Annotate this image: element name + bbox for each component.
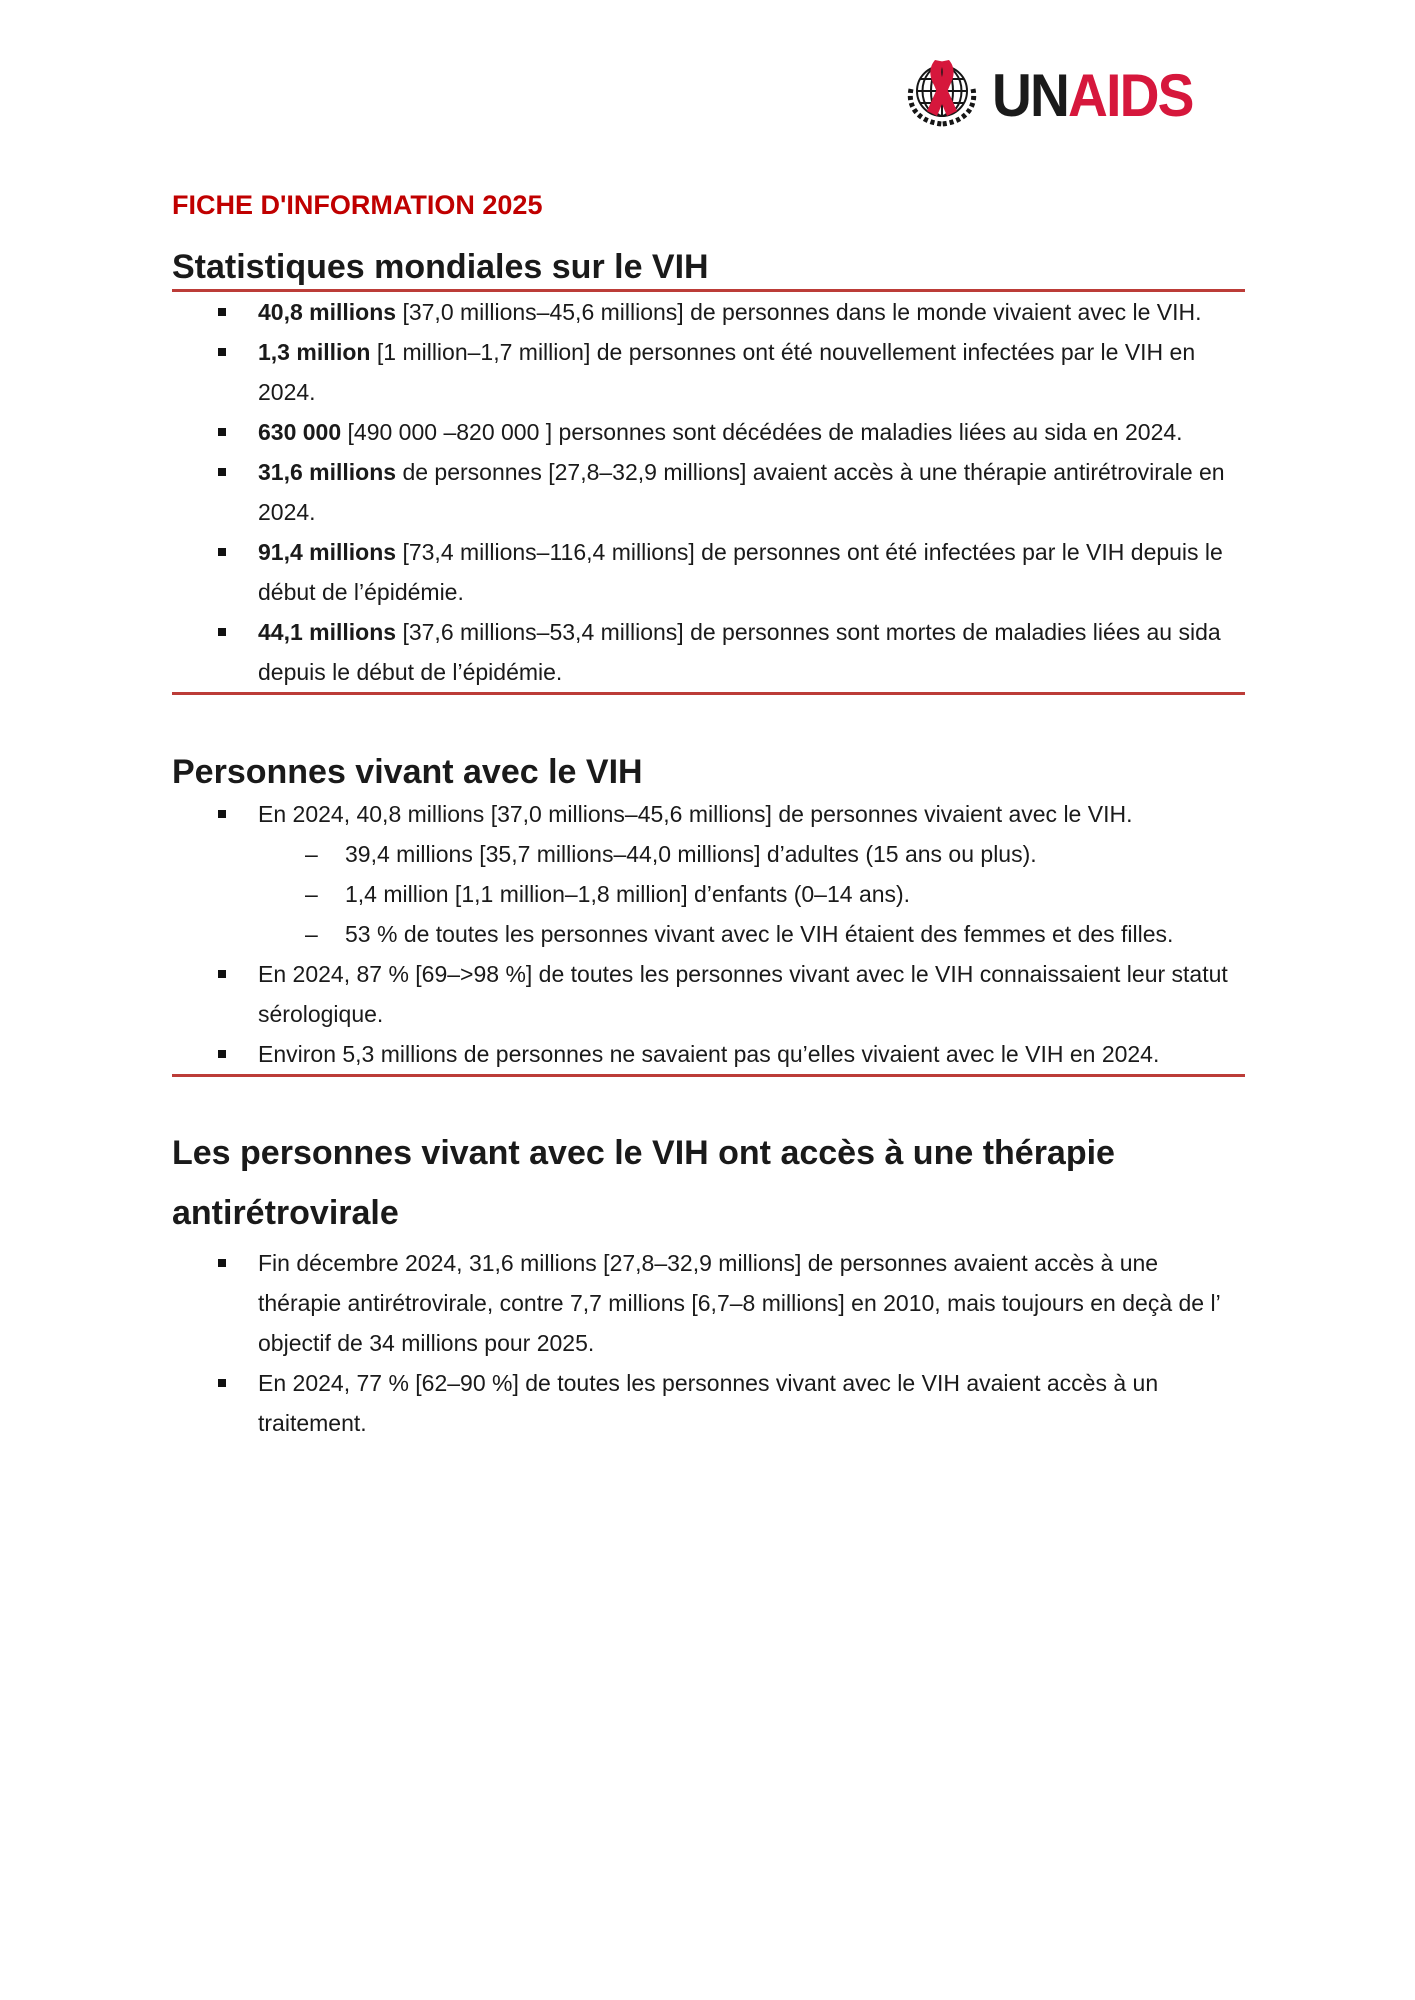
stat-bullet [172, 1363, 1245, 1443]
stat-text: [1 million–1,7 million] de personnes ont été nouvellement infectées par le VIH en 2024. [258, 339, 1196, 405]
section-divider [172, 692, 1245, 695]
un-emblem-icon [898, 55, 986, 137]
logo-text-aids: AIDS [1068, 62, 1193, 129]
stat-bullet [172, 412, 1245, 452]
stat-text: [490 000 –820 000 ] personnes sont décédées de maladies liées au sida en 2024. [341, 419, 1183, 445]
logo-text-un: UN [992, 62, 1069, 129]
section-divider [172, 1074, 1245, 1077]
stat-value: 630 000 [258, 419, 342, 445]
art-access-list [172, 1243, 1245, 1443]
sub-stat-list [258, 834, 1245, 954]
logo-wordmark [992, 55, 1193, 137]
stat-text: [37,0 millions–45,6 millions] de personnes dans le monde vivaient avec le VIH. [396, 299, 1202, 325]
stat-bullet [172, 954, 1245, 1034]
stat-text: Fin décembre 2024, 31,6 millions [27,8–32,9 millions] de personnes avaient accès à une thérapie antirétrovirale, contre 7,7 millions [6,7–8 millions] en 2010, mais toujours en deçà de l’ objectif de 34 millions pour 2025. [258, 1250, 1220, 1356]
stat-bullet [172, 452, 1245, 532]
people-living-list [172, 794, 1245, 1074]
global-stats-list [172, 292, 1245, 692]
sub-stat-bullet [258, 874, 1245, 914]
section-title-people-living-with-hiv: Personnes vivant avec le VIH [172, 753, 643, 791]
stat-bullet [172, 532, 1245, 612]
stat-text: En 2024, 77 % [62–90 %] de toutes les personnes vivant avec le VIH avaient accès à un traitement. [258, 1370, 1159, 1436]
document-content [172, 189, 1245, 1443]
fact-sheet-kicker: FICHE D'INFORMATION 2025 [172, 190, 543, 220]
page-title: Statistiques mondiales sur le VIH [172, 248, 709, 286]
section-title-art-access: Les personnes vivant avec le VIH ont accès à une thérapie antirétrovirale [172, 1134, 1115, 1232]
sub-stat-text: 53 % de toutes les personnes vivant avec le VIH étaient des femmes et des filles. [345, 921, 1174, 947]
unaids-logo [898, 55, 1415, 137]
stat-bullet [172, 794, 1245, 954]
sub-stat-bullet [258, 834, 1245, 874]
stat-text: En 2024, 87 % [69–>98 %] de toutes les personnes vivant avec le VIH connaissaient leur statut sérologique. [258, 961, 1228, 1027]
stat-value: 31,6 millions [258, 459, 397, 485]
stat-bullet [172, 612, 1245, 692]
stat-bullet [172, 292, 1245, 332]
stat-text: [73,4 millions–116,4 millions] de personnes ont été infectées par le VIH depuis le début de l’épidémie. [258, 539, 1223, 605]
stat-bullet [172, 1243, 1245, 1363]
sub-stat-bullet [258, 914, 1245, 954]
stat-value: 40,8 millions [258, 299, 397, 325]
stat-text: En 2024, 40,8 millions [37,0 millions–45,6 millions] de personnes vivaient avec le VIH. [258, 801, 1133, 827]
stat-bullet [172, 1034, 1245, 1074]
stat-text: de personnes [27,8–32,9 millions] avaient accès à une thérapie antirétrovirale en 2024. [258, 459, 1225, 525]
stat-value: 91,4 millions [258, 539, 397, 565]
sub-stat-text: 39,4 millions [35,7 millions–44,0 millions] d’adultes (15 ans ou plus). [345, 841, 1037, 867]
logo-row [0, 0, 1415, 137]
stat-text: [37,6 millions–53,4 millions] de personnes sont mortes de maladies liées au sida depuis le début de l’épidémie. [258, 619, 1221, 685]
sub-stat-text: 1,4 million [1,1 million–1,8 million] d’enfants (0–14 ans). [345, 881, 911, 907]
stat-text: Environ 5,3 millions de personnes ne savaient pas qu’elles vivaient avec le VIH en 2024. [258, 1041, 1160, 1067]
stat-bullet [172, 332, 1245, 412]
stat-value: 44,1 millions [258, 619, 397, 645]
stat-value: 1,3 million [258, 339, 371, 365]
